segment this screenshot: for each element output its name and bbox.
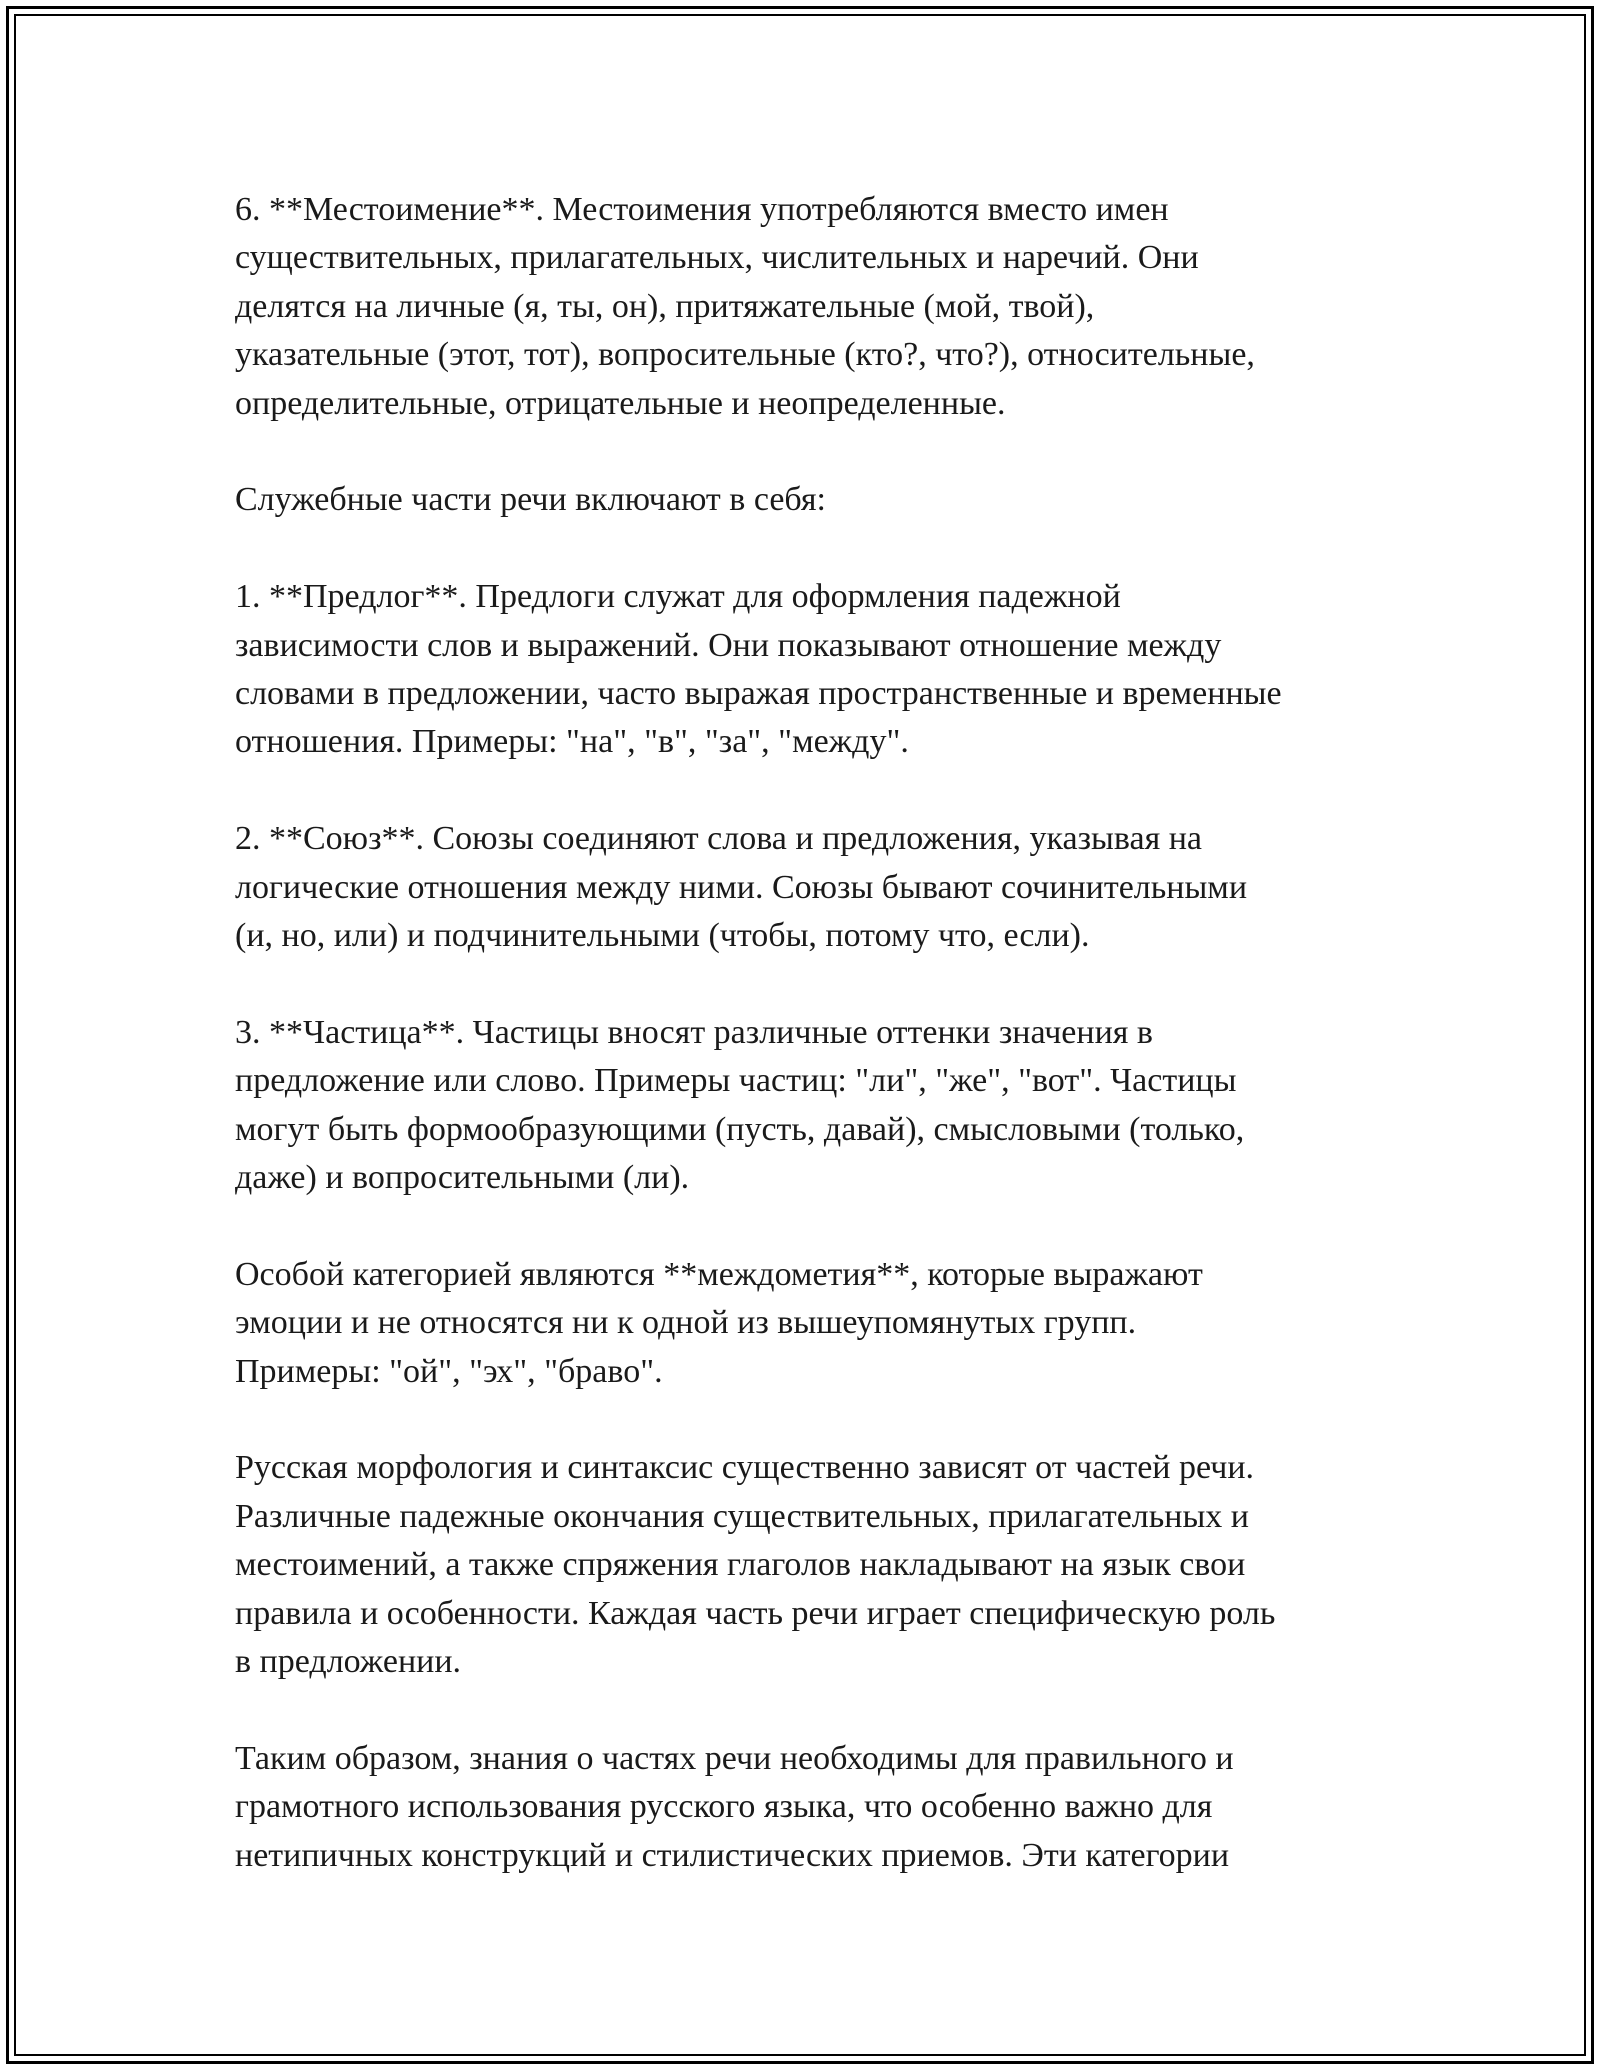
paragraph-preposition: 1. **Предлог**. Предлоги служат для оформления падежной зависимости слов и выражений. Они показывают отношение между словами в предложении, часто выражая пространственные и временные отношения. Примеры: "на", "в", "за", "между". xyxy=(235,578,1282,761)
paragraph-particle: 3. **Частица**. Частицы вносят различные оттенки значения в предложение или слово. Примеры частиц: "ли", "же", "вот". Частицы могут быть формообразующими (пусть, давай), смысловыми (только, даже) и вопросительными (ли). xyxy=(235,1013,1245,1197)
paragraph-conclusion: Таким образом, знания о частях речи необходимы для правильного и грамотного использования русского языка, что особенно важно для нетипичных конструкций и стилистических приемов. Эти категории xyxy=(235,1739,1234,1874)
paragraph-function-words-intro: Служебные части речи включают в себя: xyxy=(235,481,826,519)
paragraph-morphology: Русская морфология и синтаксис существенно зависят от частей речи. Различные падежные окончания существительных, прилагательных и местоимений, а также спряжения глаголов накладывают на язык свои правила и особенности. Каждая часть речи играет специфическую роль в предложении. xyxy=(235,1449,1276,1681)
document-body xyxy=(235,186,1405,1880)
paragraph-interjection: Особой категорией являются **междометия**, которые выражают эмоции и не относятся ни к одной из вышеупомянутых групп. Примеры: "ой", "эх", "браво". xyxy=(235,1255,1203,1390)
paragraph-conjunction: 2. **Союз**. Союзы соединяют слова и предложения, указывая на логические отношения между ними. Союзы бывают сочинительными (и, но, или) и подчинительными (чтобы, потому что, если). xyxy=(235,820,1248,955)
paragraph-pronoun: 6. **Местоимение**. Местоимения употребляются вместо имен существительных, прилагательных, числительных и наречий. Они делятся на личные (я, ты, он), притяжательные (мой, твой), указательные (этот, тот), вопросительные (кто?, что?), относительные, определительные, отрицательные и неопределенные. xyxy=(235,191,1255,422)
